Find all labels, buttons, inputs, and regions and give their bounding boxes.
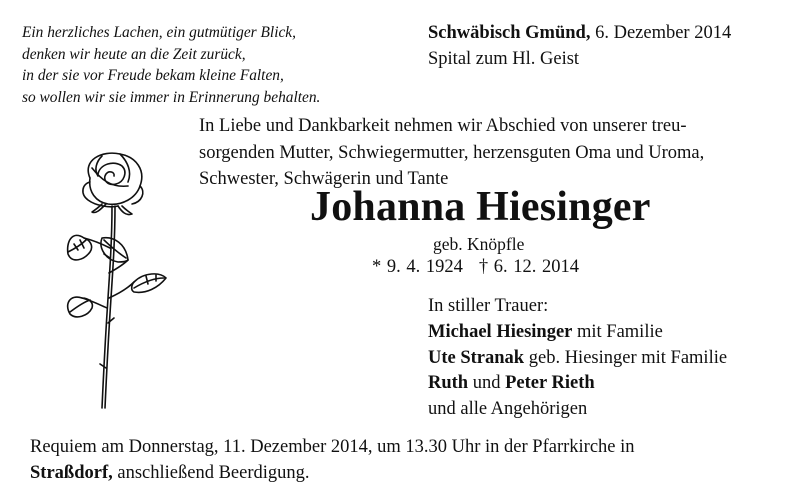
intro-line: In Liebe und Dankbarkeit nehmen wir Abschied von unserer treu- bbox=[199, 116, 687, 136]
mourner-line: und alle Angehörigen bbox=[428, 399, 588, 420]
requiem-place: Straßdorf, bbox=[30, 463, 113, 483]
poem-line: so wollen wir sie immer in Erinnerung behalten. bbox=[22, 88, 321, 106]
poem-line: Ein herzliches Lachen, ein gutmütiger Blick, bbox=[22, 24, 296, 41]
mourner-suffix: mit Familie bbox=[572, 321, 663, 342]
poem bbox=[22, 22, 402, 108]
place-name: Schwäbisch Gmünd, bbox=[428, 23, 591, 43]
poem-line: denken wir heute an die Zeit zurück, bbox=[22, 45, 246, 63]
place-date-line bbox=[428, 20, 731, 46]
mourner-line bbox=[428, 371, 727, 397]
location: Spital zum Hl. Geist bbox=[428, 49, 580, 69]
requiem-line bbox=[30, 460, 635, 486]
mourner-name: Michael Hiesinger bbox=[428, 321, 573, 342]
poem-line: in der sie vor Freude bekam kleine Falten, bbox=[22, 67, 284, 84]
mourner-name: Peter Rieth bbox=[505, 373, 595, 394]
notice-date: 6. Dezember 2014 bbox=[595, 23, 732, 43]
requiem-notice bbox=[30, 434, 635, 486]
mourner-line bbox=[428, 320, 727, 346]
intro-line: sorgenden Mutter, Schwiegermutter, herzensguten Oma und Uroma, bbox=[199, 142, 705, 163]
deceased-name: Johanna Hiesinger bbox=[310, 184, 651, 230]
mourner-line bbox=[428, 346, 727, 372]
mourner-name: Ute Stranak bbox=[428, 347, 525, 368]
requiem-rest: anschließend Beerdigung. bbox=[112, 463, 310, 483]
rose-icon bbox=[62, 148, 172, 423]
mourners-block bbox=[428, 294, 727, 423]
mourner-suffix: geb. Hiesinger mit Familie bbox=[524, 347, 728, 368]
maiden-name: geb. Knöpfle bbox=[433, 234, 525, 254]
mourner-name: Ruth bbox=[428, 373, 469, 394]
birth-date: * 9. 4. 1924 bbox=[372, 257, 463, 277]
life-dates bbox=[372, 257, 579, 278]
mourners-intro: In stiller Trauer: bbox=[428, 296, 549, 316]
intro-text bbox=[199, 113, 779, 193]
requiem-line: Requiem am Donnerstag, 11. Dezember 2014, um 13.30 Uhr in der Pfarrkirche in bbox=[30, 437, 635, 457]
intro-line: Schwester, Schwägerin und Tante bbox=[199, 169, 449, 189]
place-date-block bbox=[428, 20, 731, 72]
death-date: † 6. 12. 2014 bbox=[478, 257, 579, 277]
mourner-conjunction: und bbox=[468, 373, 506, 394]
